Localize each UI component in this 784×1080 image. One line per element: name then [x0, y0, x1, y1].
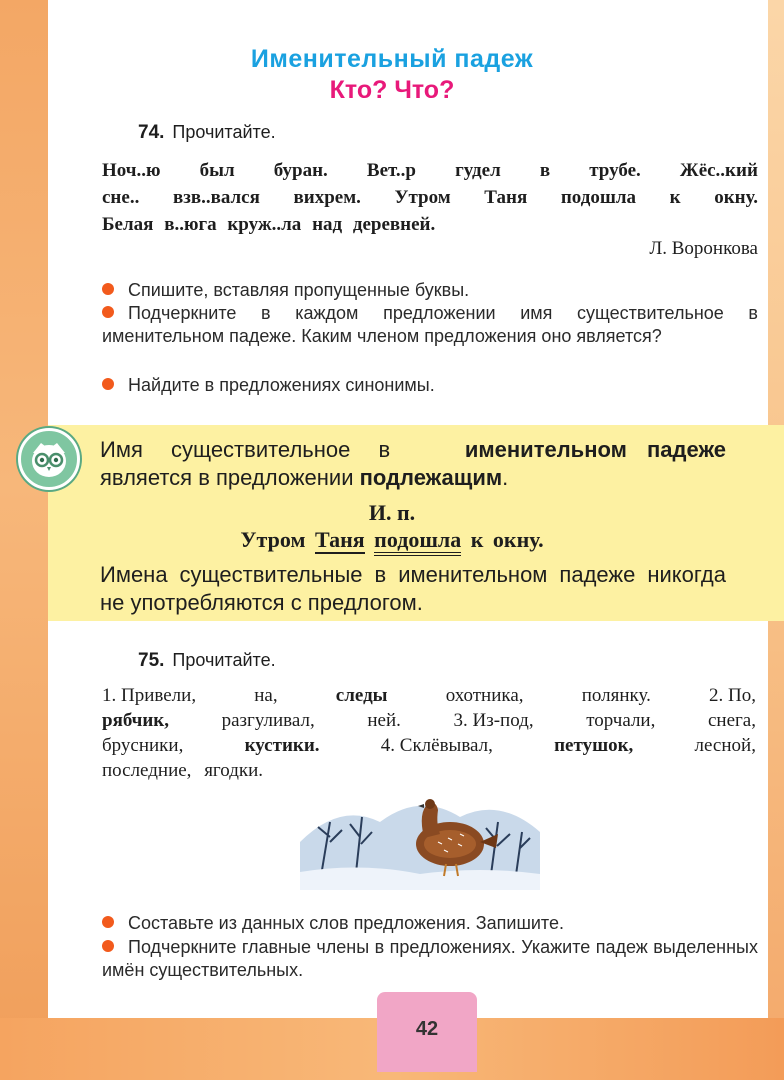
author-name: Л. Воронкова — [649, 238, 758, 259]
rule-note: Имена существительные в именительном падеже никогда не употребляются с предлогом. — [100, 562, 726, 615]
example-word: к окну. — [470, 527, 544, 552]
word: подошла — [560, 187, 637, 208]
task-text: Подчеркните главные члены в предложениях. Укажите падеж выделенных имён существительных. — [102, 937, 758, 980]
word: буран. — [273, 160, 328, 181]
text-line — [102, 184, 758, 211]
example-subject: Таня — [314, 527, 365, 552]
word: лесной, — [694, 735, 756, 756]
exercise-number: 74. — [138, 122, 165, 143]
rule-text: является в предложении — [100, 465, 354, 490]
owl-icon — [18, 428, 80, 490]
word: торчали, — [586, 710, 656, 731]
exercise-74-text — [102, 157, 758, 238]
word: 2. По, — [709, 685, 756, 706]
bullet-icon — [102, 916, 114, 928]
word: Вет..р — [366, 160, 416, 181]
word: полянку. — [581, 685, 651, 706]
word: в — [539, 160, 551, 181]
task-item — [102, 279, 758, 302]
rule-keyword: подлежащим — [359, 465, 503, 490]
rule-line-2 — [100, 464, 726, 492]
word: гудел — [455, 160, 501, 181]
word: снега, — [707, 710, 756, 731]
bullet-icon — [102, 306, 114, 318]
word: ней. — [367, 710, 401, 731]
word: охотника, — [445, 685, 524, 706]
task-item — [102, 374, 758, 397]
exercise-number: 75. — [138, 650, 165, 671]
word: окну. — [714, 187, 758, 208]
word-highlighted: петушок, — [554, 735, 634, 756]
word: брусники, — [102, 735, 184, 756]
word-highlighted: следы — [335, 685, 388, 706]
text-line — [102, 758, 756, 783]
text-line — [102, 157, 758, 184]
exercise-75-text — [102, 683, 756, 783]
word: Таня — [484, 187, 528, 208]
exercise-74-header — [138, 122, 276, 144]
bullet-icon — [102, 283, 114, 295]
word: разгуливал, — [221, 710, 315, 731]
word: круж..ла — [227, 214, 302, 235]
rule-text: . — [502, 465, 509, 490]
word: 4. Склёвывал, — [380, 735, 493, 756]
word: вихрем. — [293, 187, 361, 208]
word-highlighted: рябчик, — [102, 710, 169, 731]
word: 1. Привели, — [102, 685, 197, 706]
rule-keyword: именительном падеже — [464, 437, 726, 462]
word: взв..вался — [172, 187, 260, 208]
task-item — [102, 936, 758, 982]
word: Жёс..кий — [679, 160, 758, 181]
rule-text: Имя существительное в — [100, 437, 391, 462]
word: сне.. — [102, 187, 140, 208]
page-number: 42 — [415, 1018, 439, 1040]
exercise-75-header — [138, 650, 276, 672]
grouse-illustration — [300, 782, 540, 890]
word: трубе. — [589, 160, 641, 181]
text-line — [102, 211, 758, 238]
task-text: Найдите в предложениях синонимы. — [128, 375, 435, 395]
text-line — [102, 683, 756, 708]
example-word: Утром — [240, 527, 306, 552]
word: Ноч..ю — [102, 160, 161, 181]
page-title: Именительный падеж — [250, 45, 534, 73]
word: 3. Из-под, — [453, 710, 534, 731]
word: на, — [254, 685, 278, 706]
word: ягодки. — [204, 760, 264, 781]
bullet-icon — [102, 378, 114, 390]
page-subtitle: Кто? Что? — [329, 76, 455, 104]
task-item — [102, 912, 758, 935]
word: над — [312, 214, 343, 235]
word: последние, — [102, 760, 192, 781]
exercise-instruction: Прочитайте. — [172, 122, 276, 142]
word: в..юга — [164, 214, 217, 235]
word: Белая — [102, 214, 154, 235]
rule-line-1 — [100, 436, 726, 464]
word: деревней. — [352, 214, 436, 235]
task-text: Составьте из данных слов предложения. Запишите. — [128, 913, 564, 933]
task-item — [102, 302, 758, 348]
example-sentence — [0, 527, 784, 553]
word: к — [669, 187, 681, 208]
word-highlighted: кустики. — [244, 735, 320, 756]
word: Утром — [394, 187, 451, 208]
bullet-icon — [102, 940, 114, 952]
task-text: Спишите, вставляя пропущенные буквы. — [128, 280, 470, 300]
exercise-instruction: Прочитайте. — [172, 650, 276, 670]
text-line — [102, 708, 756, 733]
word: был — [199, 160, 235, 181]
task-text: Подчеркните в каждом предложении имя существительное в именительном падеже. Каким членом предложения оно является? — [102, 303, 758, 346]
example-predicate: подошла — [374, 527, 461, 556]
case-label: И. п. — [368, 500, 416, 525]
text-line — [102, 733, 756, 758]
